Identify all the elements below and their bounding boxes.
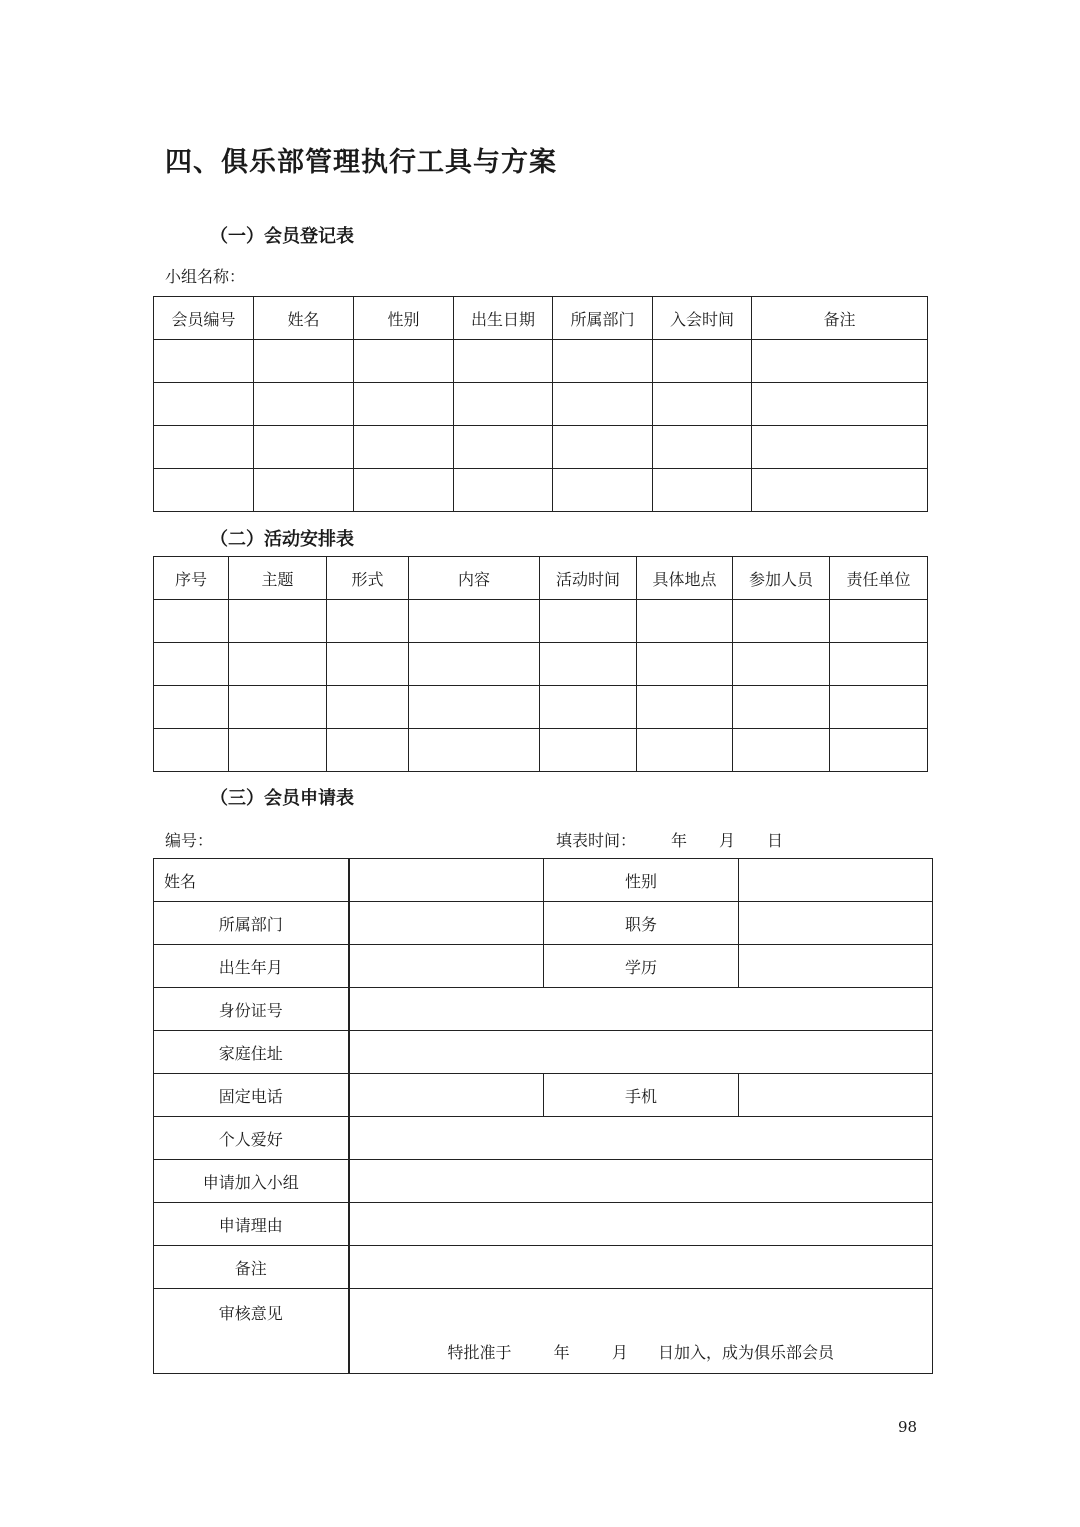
group-name-label: 小组名称： [165,267,246,286]
blank-cell[interactable] [354,426,454,469]
blank-cell[interactable] [327,600,409,643]
blank-cell[interactable] [327,729,409,772]
approval-prefix: 特批准于 [447,1343,512,1362]
table-row [154,426,928,469]
blank-cell[interactable] [454,340,553,383]
table-row [154,988,933,1031]
blank-cell[interactable] [637,600,733,643]
blank-cell[interactable] [254,426,354,469]
table-row [154,902,933,945]
approval-suffix: 日加入，成为俱乐部会员 [658,1343,835,1362]
blank-cell[interactable] [154,426,254,469]
activity-table [153,556,928,772]
table-row [154,729,928,772]
blank-cell[interactable] [733,643,830,686]
blank-cell[interactable] [637,729,733,772]
blank-cell[interactable] [254,469,354,512]
field-label-id-number: 身份证号 [154,988,349,1031]
table-row [154,643,928,686]
blank-cell[interactable] [409,686,540,729]
blank-cell[interactable] [354,383,454,426]
mobile-input-cell[interactable] [739,1074,933,1117]
page-title: 四、俱乐部管理执行工具与方案 [165,147,557,178]
approval-year: 年 [553,1343,570,1362]
field-label-apply-group: 申请加入小组 [154,1160,349,1203]
blank-cell[interactable] [653,383,752,426]
blank-cell[interactable] [354,469,454,512]
id-number-input-cell[interactable] [349,988,933,1031]
blank-cell[interactable] [553,383,653,426]
header-cell: 序号 [154,557,229,600]
blank-cell[interactable] [540,643,637,686]
blank-cell[interactable] [830,643,928,686]
field-label-mobile: 手机 [544,1074,739,1117]
header-cell: 会员编号 [154,297,254,340]
gender-input-cell[interactable] [739,859,933,902]
blank-cell[interactable] [553,340,653,383]
blank-cell[interactable] [229,686,327,729]
blank-cell[interactable] [254,340,354,383]
blank-cell[interactable] [752,426,928,469]
table-header-row [154,557,928,600]
field-label-landline: 固定电话 [154,1074,349,1117]
blank-cell[interactable] [154,686,229,729]
blank-cell[interactable] [540,686,637,729]
header-cell: 备注 [752,297,928,340]
field-label-gender: 性别 [544,859,739,902]
header-cell: 入会时间 [653,297,752,340]
blank-cell[interactable] [752,340,928,383]
table-header-row [154,297,928,340]
field-label-birth: 出生年月 [154,945,349,988]
blank-cell[interactable] [154,729,229,772]
approval-month: 月 [611,1343,628,1362]
section-heading-application: （三）会员申请表 [210,788,354,809]
blank-cell[interactable] [653,340,752,383]
blank-cell[interactable] [733,686,830,729]
birth-input-cell[interactable] [349,945,544,988]
table-row [154,686,928,729]
field-label-remark: 备注 [154,1246,349,1289]
header-cell: 性别 [354,297,454,340]
table-row [154,1289,933,1374]
blank-cell[interactable] [154,643,229,686]
approval-statement [350,1340,933,1363]
field-label-reason: 申请理由 [154,1203,349,1246]
blank-cell[interactable] [454,426,553,469]
landline-input-cell[interactable] [349,1074,544,1117]
table-row [154,859,933,902]
blank-cell[interactable] [637,686,733,729]
table-row [154,1074,933,1117]
blank-cell[interactable] [653,469,752,512]
blank-cell[interactable] [154,340,254,383]
fill-month-label: 月 [719,831,736,850]
header-cell: 活动时间 [540,557,637,600]
header-cell: 形式 [327,557,409,600]
address-input-cell[interactable] [349,1031,933,1074]
header-cell: 主题 [229,557,327,600]
hobby-input-cell[interactable] [349,1117,933,1160]
table-row [154,1117,933,1160]
blank-cell[interactable] [409,643,540,686]
blank-cell[interactable] [733,600,830,643]
section-heading-registration: （一）会员登记表 [210,226,354,247]
blank-cell[interactable] [409,729,540,772]
table-row [154,1031,933,1074]
review-input-cell[interactable] [349,1289,933,1374]
blank-cell[interactable] [229,643,327,686]
table-row [154,600,928,643]
registration-table [153,296,928,512]
apply-group-input-cell[interactable] [349,1160,933,1203]
table-row [154,945,933,988]
field-label-review-cell [154,1289,349,1374]
blank-cell[interactable] [154,469,254,512]
section-heading-activities: （二）活动安排表 [210,529,354,550]
table-row [154,383,928,426]
reason-input-cell[interactable] [349,1203,933,1246]
table-row [154,469,928,512]
header-cell: 内容 [409,557,540,600]
department-input-cell[interactable] [349,902,544,945]
position-input-cell[interactable] [739,902,933,945]
blank-cell[interactable] [229,600,327,643]
application-table [153,858,933,1374]
number-label: 编号： [165,831,214,850]
education-input-cell[interactable] [739,945,933,988]
blank-cell[interactable] [229,729,327,772]
remark-input-cell[interactable] [349,1246,933,1289]
field-label-review: 审核意见 [218,1304,283,1323]
header-cell: 参加人员 [733,557,830,600]
blank-cell[interactable] [830,600,928,643]
table-row [154,1203,933,1246]
fill-time-label: 填表时间： [556,831,637,850]
field-label-position: 职务 [544,902,739,945]
blank-cell[interactable] [540,600,637,643]
table-row [154,1160,933,1203]
blank-cell[interactable] [830,686,928,729]
field-label-hobby: 个人爱好 [154,1117,349,1160]
blank-cell[interactable] [327,686,409,729]
blank-cell[interactable] [409,600,540,643]
page-number: 98 [898,1418,918,1436]
blank-cell[interactable] [540,729,637,772]
field-label-name: 姓名 [154,859,349,902]
field-label-department: 所属部门 [154,902,349,945]
blank-cell[interactable] [830,729,928,772]
blank-cell[interactable] [752,469,928,512]
blank-cell[interactable] [637,643,733,686]
blank-cell[interactable] [254,383,354,426]
blank-cell[interactable] [354,340,454,383]
blank-cell[interactable] [454,383,553,426]
table-row [154,1246,933,1289]
blank-cell[interactable] [154,600,229,643]
blank-cell[interactable] [327,643,409,686]
blank-cell[interactable] [733,729,830,772]
field-label-address: 家庭住址 [154,1031,349,1074]
header-cell: 姓名 [254,297,354,340]
blank-cell[interactable] [553,426,653,469]
header-cell: 出生日期 [454,297,553,340]
blank-cell[interactable] [752,383,928,426]
name-input-cell[interactable] [349,859,544,902]
header-cell: 所属部门 [553,297,653,340]
header-cell: 责任单位 [830,557,928,600]
blank-cell[interactable] [653,426,752,469]
table-row [154,340,928,383]
field-label-education: 学历 [544,945,739,988]
blank-cell[interactable] [454,469,553,512]
fill-year-label: 年 [671,831,688,850]
blank-cell[interactable] [154,383,254,426]
blank-cell[interactable] [553,469,653,512]
header-cell: 具体地点 [637,557,733,600]
fill-day-label: 日 [767,831,784,850]
